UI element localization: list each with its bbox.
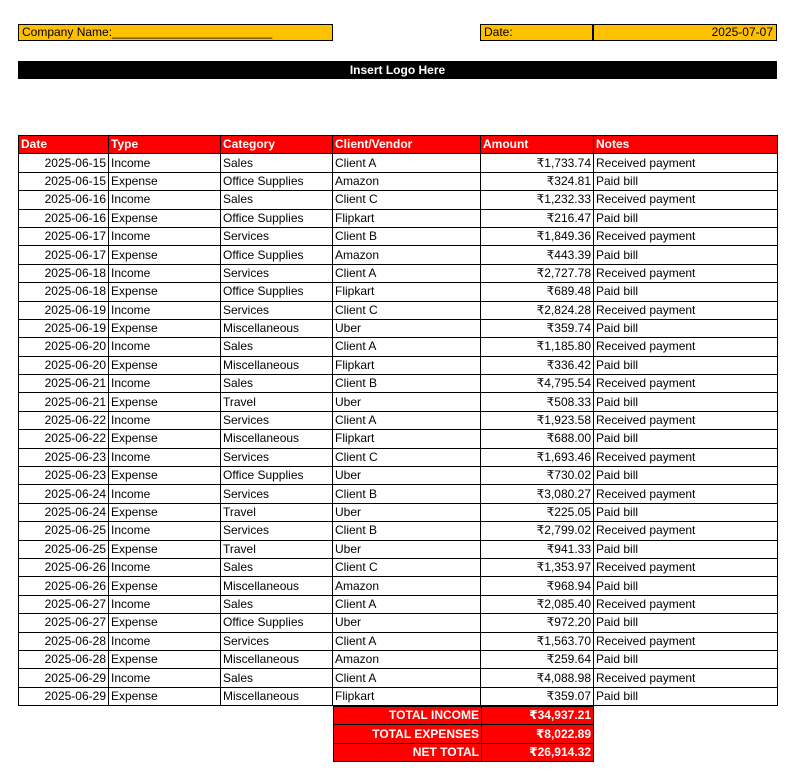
notes-cell[interactable]: Received payment bbox=[594, 411, 778, 429]
date-cell[interactable]: 2025-06-25 bbox=[19, 522, 109, 540]
client-vendor-cell[interactable]: Amazon bbox=[333, 577, 481, 595]
totals-table bbox=[333, 706, 594, 762]
type-cell[interactable]: Expense bbox=[109, 467, 221, 485]
date-cell[interactable]: 2025-06-23 bbox=[19, 467, 109, 485]
client-vendor-cell[interactable]: Flipkart bbox=[333, 209, 481, 227]
date-cell[interactable]: 2025-06-29 bbox=[19, 669, 109, 687]
category-cell[interactable]: Services bbox=[221, 227, 333, 245]
company-name-label: Company Name: bbox=[22, 25, 113, 39]
category-cell[interactable]: Miscellaneous bbox=[221, 687, 333, 705]
table-row bbox=[19, 687, 778, 705]
table-row bbox=[19, 411, 778, 429]
type-cell[interactable]: Income bbox=[109, 632, 221, 650]
column-header-notes[interactable]: Notes bbox=[594, 136, 778, 154]
date-cell[interactable]: 2025-06-24 bbox=[19, 485, 109, 503]
category-cell[interactable]: Services bbox=[221, 485, 333, 503]
type-cell[interactable]: Expense bbox=[109, 172, 221, 190]
table-row bbox=[19, 209, 778, 227]
client-vendor-cell[interactable]: Client B bbox=[333, 375, 481, 393]
type-cell[interactable]: Income bbox=[109, 669, 221, 687]
date-cell[interactable]: 2025-06-22 bbox=[19, 411, 109, 429]
category-cell[interactable]: Office Supplies bbox=[221, 209, 333, 227]
date-value-cell[interactable] bbox=[593, 24, 777, 41]
client-vendor-cell[interactable]: Client A bbox=[333, 264, 481, 282]
table-header-row bbox=[19, 136, 778, 154]
amount-cell[interactable]: ₹688.00 bbox=[481, 430, 594, 448]
notes-cell[interactable]: Paid bill bbox=[594, 467, 778, 485]
amount-cell[interactable]: ₹336.42 bbox=[481, 356, 594, 374]
date-cell[interactable]: 2025-06-28 bbox=[19, 650, 109, 668]
date-cell[interactable]: 2025-06-21 bbox=[19, 393, 109, 411]
client-vendor-cell[interactable]: Uber bbox=[333, 319, 481, 337]
net-total-label[interactable]: NET TOTAL bbox=[334, 743, 482, 761]
date-label-cell bbox=[480, 24, 593, 41]
notes-cell[interactable]: Received payment bbox=[594, 227, 778, 245]
amount-cell[interactable]: ₹4,795.54 bbox=[481, 375, 594, 393]
type-cell[interactable]: Income bbox=[109, 448, 221, 466]
category-cell[interactable]: Services bbox=[221, 301, 333, 319]
type-cell[interactable]: Expense bbox=[109, 246, 221, 264]
net-total-row bbox=[334, 743, 594, 761]
table-row bbox=[19, 319, 778, 337]
total-expenses-label[interactable]: TOTAL EXPENSES bbox=[334, 725, 482, 743]
type-cell[interactable]: Expense bbox=[109, 319, 221, 337]
company-name-field[interactable] bbox=[18, 24, 333, 41]
amount-cell[interactable]: ₹1,232.33 bbox=[481, 191, 594, 209]
type-cell[interactable]: Income bbox=[109, 338, 221, 356]
table-row bbox=[19, 301, 778, 319]
table-row bbox=[19, 595, 778, 613]
category-cell[interactable]: Miscellaneous bbox=[221, 577, 333, 595]
date-cell[interactable]: 2025-06-18 bbox=[19, 264, 109, 282]
amount-cell[interactable]: ₹968.94 bbox=[481, 577, 594, 595]
category-cell[interactable]: Services bbox=[221, 411, 333, 429]
amount-cell[interactable]: ₹730.02 bbox=[481, 467, 594, 485]
category-cell[interactable]: Office Supplies bbox=[221, 246, 333, 264]
notes-cell[interactable]: Received payment bbox=[594, 191, 778, 209]
type-cell[interactable]: Income bbox=[109, 485, 221, 503]
client-vendor-cell[interactable]: Flipkart bbox=[333, 283, 481, 301]
category-cell[interactable]: Miscellaneous bbox=[221, 650, 333, 668]
amount-cell[interactable]: ₹443.39 bbox=[481, 246, 594, 264]
amount-cell[interactable]: ₹1,693.46 bbox=[481, 448, 594, 466]
category-cell[interactable]: Miscellaneous bbox=[221, 319, 333, 337]
transactions-body bbox=[19, 154, 778, 706]
column-header-client-vendor[interactable]: Client/Vendor bbox=[333, 136, 481, 154]
table-row bbox=[19, 246, 778, 264]
type-cell[interactable]: Expense bbox=[109, 540, 221, 558]
notes-cell[interactable]: Paid bill bbox=[594, 503, 778, 521]
column-header-category[interactable]: Category bbox=[221, 136, 333, 154]
net-total-value[interactable]: ₹26,914.32 bbox=[482, 743, 594, 761]
client-vendor-cell[interactable]: Client C bbox=[333, 448, 481, 466]
notes-cell[interactable]: Paid bill bbox=[594, 209, 778, 227]
date-label: Date: bbox=[484, 25, 513, 39]
table-row bbox=[19, 393, 778, 411]
type-cell[interactable]: Expense bbox=[109, 650, 221, 668]
date-cell[interactable]: 2025-06-19 bbox=[19, 301, 109, 319]
notes-cell[interactable]: Received payment bbox=[594, 595, 778, 613]
type-cell[interactable]: Income bbox=[109, 191, 221, 209]
category-cell[interactable]: Services bbox=[221, 522, 333, 540]
client-vendor-cell[interactable]: Client C bbox=[333, 301, 481, 319]
amount-cell[interactable]: ₹1,923.58 bbox=[481, 411, 594, 429]
amount-cell[interactable]: ₹941.33 bbox=[481, 540, 594, 558]
category-cell[interactable]: Sales bbox=[221, 375, 333, 393]
table-row bbox=[19, 485, 778, 503]
notes-cell[interactable]: Received payment bbox=[594, 669, 778, 687]
company-name-blank: ________________________ bbox=[112, 25, 273, 39]
client-vendor-cell[interactable]: Client A bbox=[333, 338, 481, 356]
type-cell[interactable]: Expense bbox=[109, 687, 221, 705]
amount-cell[interactable]: ₹324.81 bbox=[481, 172, 594, 190]
amount-cell[interactable]: ₹1,733.74 bbox=[481, 154, 594, 172]
total-income-row bbox=[334, 707, 594, 725]
total-income-label[interactable]: TOTAL INCOME bbox=[334, 707, 482, 725]
table-row bbox=[19, 283, 778, 301]
table-row bbox=[19, 632, 778, 650]
table-row bbox=[19, 264, 778, 282]
client-vendor-cell[interactable]: Uber bbox=[333, 503, 481, 521]
client-vendor-cell[interactable]: Client A bbox=[333, 411, 481, 429]
type-cell[interactable]: Expense bbox=[109, 430, 221, 448]
amount-cell[interactable]: ₹216.47 bbox=[481, 209, 594, 227]
client-vendor-cell[interactable]: Uber bbox=[333, 393, 481, 411]
category-cell[interactable]: Travel bbox=[221, 393, 333, 411]
client-vendor-cell[interactable]: Client A bbox=[333, 632, 481, 650]
type-cell[interactable]: Expense bbox=[109, 503, 221, 521]
type-cell[interactable]: Expense bbox=[109, 614, 221, 632]
category-cell[interactable]: Travel bbox=[221, 540, 333, 558]
category-cell[interactable]: Sales bbox=[221, 191, 333, 209]
amount-cell[interactable]: ₹359.74 bbox=[481, 319, 594, 337]
type-cell[interactable]: Expense bbox=[109, 356, 221, 374]
table-row bbox=[19, 338, 778, 356]
amount-cell[interactable]: ₹2,824.28 bbox=[481, 301, 594, 319]
category-cell[interactable]: Sales bbox=[221, 595, 333, 613]
client-vendor-cell[interactable]: Uber bbox=[333, 540, 481, 558]
date-cell[interactable]: 2025-06-26 bbox=[19, 558, 109, 576]
category-cell[interactable]: Sales bbox=[221, 338, 333, 356]
client-vendor-cell[interactable]: Client A bbox=[333, 669, 481, 687]
notes-cell[interactable]: Received payment bbox=[594, 301, 778, 319]
amount-cell[interactable]: ₹689.48 bbox=[481, 283, 594, 301]
notes-cell[interactable]: Received payment bbox=[594, 264, 778, 282]
date-cell[interactable]: 2025-06-29 bbox=[19, 687, 109, 705]
type-cell[interactable]: Expense bbox=[109, 209, 221, 227]
date-cell[interactable]: 2025-06-17 bbox=[19, 246, 109, 264]
notes-cell[interactable]: Paid bill bbox=[594, 687, 778, 705]
column-header-date[interactable]: Date bbox=[19, 136, 109, 154]
client-vendor-cell[interactable]: Amazon bbox=[333, 246, 481, 264]
client-vendor-cell[interactable]: Client C bbox=[333, 191, 481, 209]
type-cell[interactable]: Expense bbox=[109, 283, 221, 301]
type-cell[interactable]: Income bbox=[109, 375, 221, 393]
date-cell[interactable]: 2025-06-22 bbox=[19, 430, 109, 448]
amount-cell[interactable]: ₹3,080.27 bbox=[481, 485, 594, 503]
notes-cell[interactable]: Received payment bbox=[594, 522, 778, 540]
category-cell[interactable]: Sales bbox=[221, 669, 333, 687]
notes-cell[interactable]: Paid bill bbox=[594, 577, 778, 595]
notes-cell[interactable]: Paid bill bbox=[594, 393, 778, 411]
notes-cell[interactable]: Received payment bbox=[594, 448, 778, 466]
date-cell[interactable]: 2025-06-23 bbox=[19, 448, 109, 466]
date-cell[interactable]: 2025-06-15 bbox=[19, 172, 109, 190]
notes-cell[interactable]: Paid bill bbox=[594, 614, 778, 632]
client-vendor-cell[interactable]: Client A bbox=[333, 595, 481, 613]
category-cell[interactable]: Sales bbox=[221, 558, 333, 576]
notes-cell[interactable]: Paid bill bbox=[594, 172, 778, 190]
date-value: 2025-07-07 bbox=[711, 25, 773, 39]
type-cell[interactable]: Income bbox=[109, 154, 221, 172]
category-cell[interactable]: Office Supplies bbox=[221, 283, 333, 301]
column-header-type[interactable]: Type bbox=[109, 136, 221, 154]
date-cell[interactable]: 2025-06-16 bbox=[19, 191, 109, 209]
client-vendor-cell[interactable]: Amazon bbox=[333, 172, 481, 190]
category-cell[interactable]: Services bbox=[221, 448, 333, 466]
logo-placeholder[interactable] bbox=[18, 61, 777, 79]
notes-cell[interactable]: Received payment bbox=[594, 375, 778, 393]
notes-cell[interactable]: Paid bill bbox=[594, 650, 778, 668]
date-cell[interactable]: 2025-06-19 bbox=[19, 319, 109, 337]
client-vendor-cell[interactable]: Flipkart bbox=[333, 687, 481, 705]
date-cell[interactable]: 2025-06-25 bbox=[19, 540, 109, 558]
type-cell[interactable]: Income bbox=[109, 301, 221, 319]
client-vendor-cell[interactable]: Uber bbox=[333, 467, 481, 485]
column-header-amount[interactable]: Amount bbox=[481, 136, 594, 154]
table-row bbox=[19, 430, 778, 448]
category-cell[interactable]: Services bbox=[221, 264, 333, 282]
amount-cell[interactable]: ₹1,563.70 bbox=[481, 632, 594, 650]
type-cell[interactable]: Income bbox=[109, 264, 221, 282]
client-vendor-cell[interactable]: Client B bbox=[333, 227, 481, 245]
notes-cell[interactable]: Received payment bbox=[594, 485, 778, 503]
total-expenses-value[interactable]: ₹8,022.89 bbox=[482, 725, 594, 743]
amount-cell[interactable]: ₹259.64 bbox=[481, 650, 594, 668]
client-vendor-cell[interactable]: Client B bbox=[333, 522, 481, 540]
amount-cell[interactable]: ₹359.07 bbox=[481, 687, 594, 705]
date-cell[interactable]: 2025-06-18 bbox=[19, 283, 109, 301]
category-cell[interactable]: Miscellaneous bbox=[221, 430, 333, 448]
table-row bbox=[19, 522, 778, 540]
table-row bbox=[19, 577, 778, 595]
notes-cell[interactable]: Paid bill bbox=[594, 246, 778, 264]
type-cell[interactable]: Expense bbox=[109, 577, 221, 595]
date-cell[interactable]: 2025-06-28 bbox=[19, 632, 109, 650]
date-cell[interactable]: 2025-06-21 bbox=[19, 375, 109, 393]
date-cell[interactable]: 2025-06-27 bbox=[19, 614, 109, 632]
notes-cell[interactable]: Received payment bbox=[594, 338, 778, 356]
table-row bbox=[19, 467, 778, 485]
table-row bbox=[19, 172, 778, 190]
type-cell[interactable]: Income bbox=[109, 227, 221, 245]
date-cell[interactable]: 2025-06-26 bbox=[19, 577, 109, 595]
notes-cell[interactable]: Paid bill bbox=[594, 540, 778, 558]
notes-cell[interactable]: Paid bill bbox=[594, 319, 778, 337]
table-row bbox=[19, 540, 778, 558]
client-vendor-cell[interactable]: Client A bbox=[333, 154, 481, 172]
amount-cell[interactable]: ₹972.20 bbox=[481, 614, 594, 632]
notes-cell[interactable]: Paid bill bbox=[594, 430, 778, 448]
category-cell[interactable]: Sales bbox=[221, 154, 333, 172]
category-cell[interactable]: Services bbox=[221, 632, 333, 650]
amount-cell[interactable]: ₹2,799.02 bbox=[481, 522, 594, 540]
type-cell[interactable]: Income bbox=[109, 595, 221, 613]
date-cell[interactable]: 2025-06-17 bbox=[19, 227, 109, 245]
amount-cell[interactable]: ₹508.33 bbox=[481, 393, 594, 411]
category-cell[interactable]: Travel bbox=[221, 503, 333, 521]
client-vendor-cell[interactable]: Uber bbox=[333, 614, 481, 632]
amount-cell[interactable]: ₹225.05 bbox=[481, 503, 594, 521]
notes-cell[interactable]: Received payment bbox=[594, 154, 778, 172]
table-row bbox=[19, 356, 778, 374]
type-cell[interactable]: Income bbox=[109, 411, 221, 429]
table-row bbox=[19, 154, 778, 172]
logo-placeholder-text: Insert Logo Here bbox=[349, 63, 446, 77]
total-income-value[interactable]: ₹34,937.21 bbox=[482, 707, 594, 725]
notes-cell[interactable]: Received payment bbox=[594, 632, 778, 650]
notes-cell[interactable]: Paid bill bbox=[594, 283, 778, 301]
table-row bbox=[19, 614, 778, 632]
type-cell[interactable]: Expense bbox=[109, 393, 221, 411]
date-cell[interactable]: 2025-06-20 bbox=[19, 338, 109, 356]
client-vendor-cell[interactable]: Amazon bbox=[333, 650, 481, 668]
table-row bbox=[19, 669, 778, 687]
client-vendor-cell[interactable]: Client B bbox=[333, 485, 481, 503]
transactions-table bbox=[18, 135, 778, 706]
date-cell[interactable]: 2025-06-24 bbox=[19, 503, 109, 521]
date-cell[interactable]: 2025-06-20 bbox=[19, 356, 109, 374]
date-cell[interactable]: 2025-06-27 bbox=[19, 595, 109, 613]
table-row bbox=[19, 650, 778, 668]
amount-cell[interactable]: ₹1,849.36 bbox=[481, 227, 594, 245]
client-vendor-cell[interactable]: Flipkart bbox=[333, 430, 481, 448]
type-cell[interactable]: Income bbox=[109, 558, 221, 576]
table-row bbox=[19, 191, 778, 209]
client-vendor-cell[interactable]: Flipkart bbox=[333, 356, 481, 374]
category-cell[interactable]: Office Supplies bbox=[221, 467, 333, 485]
amount-cell[interactable]: ₹2,727.78 bbox=[481, 264, 594, 282]
amount-cell[interactable]: ₹1,353.97 bbox=[481, 558, 594, 576]
amount-cell[interactable]: ₹1,185.80 bbox=[481, 338, 594, 356]
table-row bbox=[19, 503, 778, 521]
total-expenses-row bbox=[334, 725, 594, 743]
table-row bbox=[19, 227, 778, 245]
amount-cell[interactable]: ₹4,088.98 bbox=[481, 669, 594, 687]
category-cell[interactable]: Office Supplies bbox=[221, 172, 333, 190]
category-cell[interactable]: Office Supplies bbox=[221, 614, 333, 632]
client-vendor-cell[interactable]: Client C bbox=[333, 558, 481, 576]
notes-cell[interactable]: Received payment bbox=[594, 558, 778, 576]
type-cell[interactable]: Income bbox=[109, 522, 221, 540]
table-row bbox=[19, 558, 778, 576]
table-row bbox=[19, 448, 778, 466]
category-cell[interactable]: Miscellaneous bbox=[221, 356, 333, 374]
notes-cell[interactable]: Paid bill bbox=[594, 356, 778, 374]
amount-cell[interactable]: ₹2,085.40 bbox=[481, 595, 594, 613]
table-row bbox=[19, 375, 778, 393]
date-cell[interactable]: 2025-06-16 bbox=[19, 209, 109, 227]
date-cell[interactable]: 2025-06-15 bbox=[19, 154, 109, 172]
